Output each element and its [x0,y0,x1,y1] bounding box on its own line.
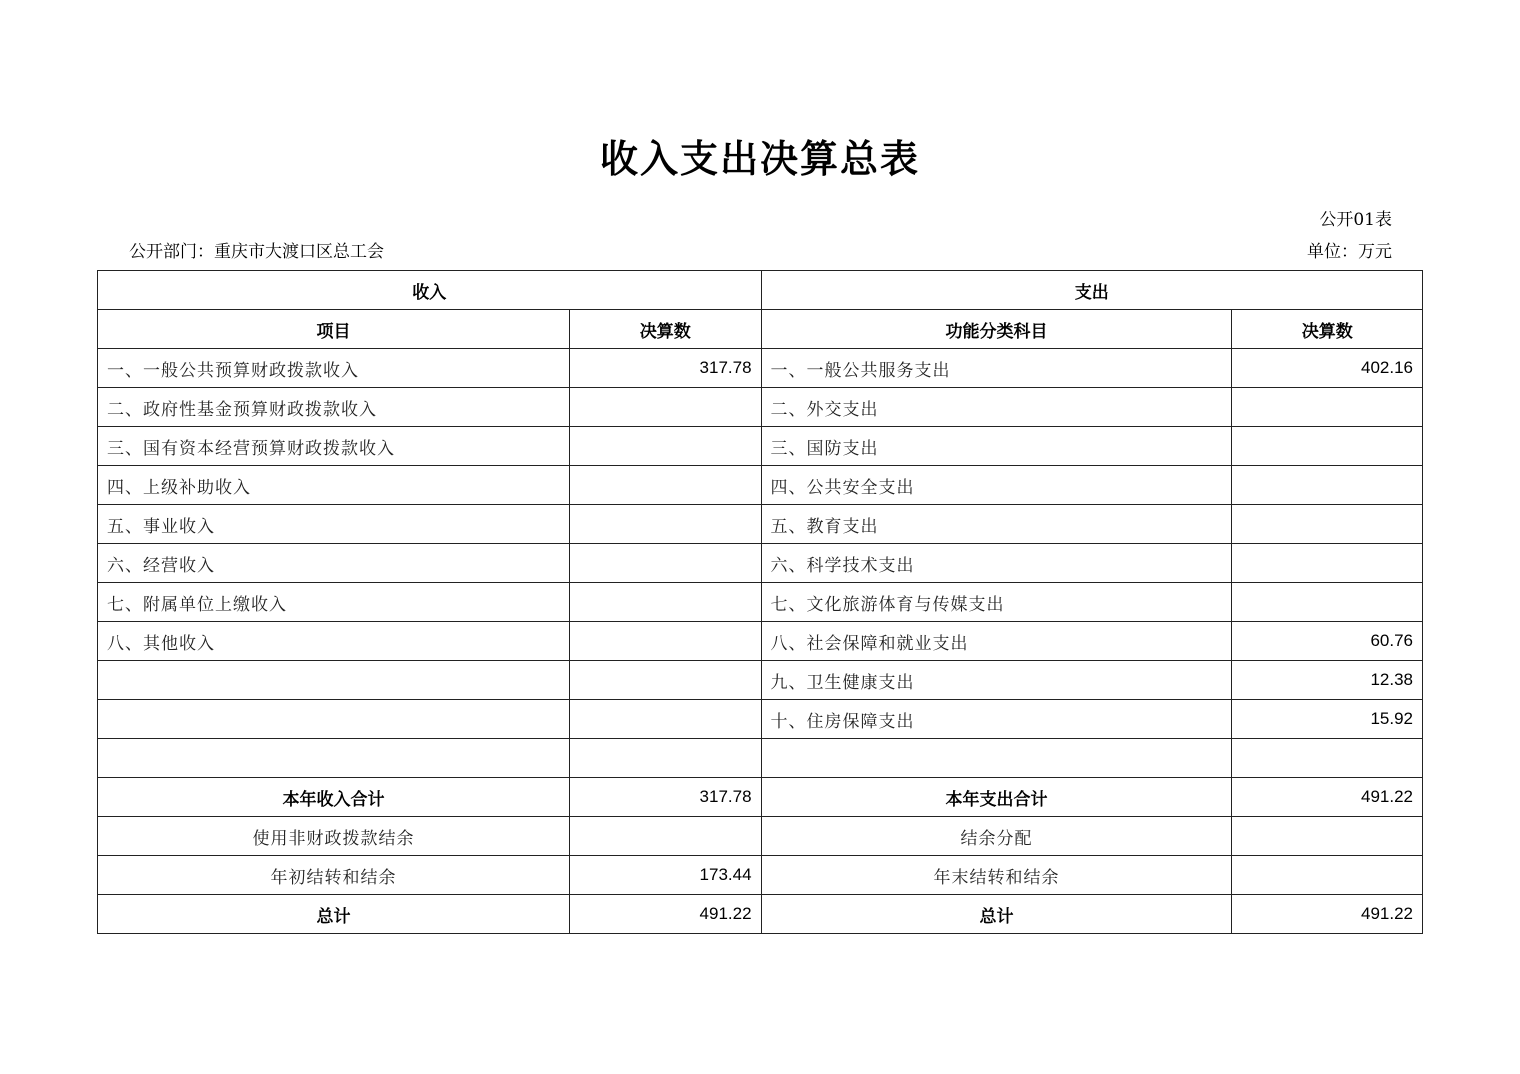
expense-amount-cell [1232,466,1423,505]
expense-summary-amount [1232,856,1423,895]
income-item-header: 项目 [98,310,570,349]
unit-label: 单位：万元 [1307,242,1392,262]
income-item-cell: 四、上级补助收入 [98,466,570,505]
expense-summary-label: 本年支出合计 [761,778,1232,817]
income-amount-cell [570,739,762,778]
income-amount-header: 决算数 [570,310,762,349]
income-summary-amount: 173.44 [570,856,762,895]
expense-amount-cell [1232,583,1423,622]
income-item-cell: 七、附属单位上缴收入 [98,583,570,622]
summary-row [98,856,1423,895]
income-amount-cell [570,700,762,739]
income-item-cell [98,739,570,778]
expense-amount-cell: 60.76 [1232,622,1423,661]
expense-item-cell: 五、教育支出 [761,505,1232,544]
income-summary-label: 使用非财政拨款结余 [98,817,570,856]
expense-summary-amount [1232,817,1423,856]
expense-summary-amount: 491.22 [1232,895,1423,934]
summary-row [98,778,1423,817]
table-row [98,622,1423,661]
income-summary-amount: 491.22 [570,895,762,934]
income-summary-label: 本年收入合计 [98,778,570,817]
table-row [98,427,1423,466]
table-row [98,739,1423,778]
income-item-cell [98,661,570,700]
table-row [98,466,1423,505]
income-summary-label: 总计 [98,895,570,934]
expense-item-cell: 三、国防支出 [761,427,1232,466]
table-number: 公开01表 [1319,210,1392,230]
income-item-cell [98,700,570,739]
summary-row [98,895,1423,934]
expense-section-header: 支出 [761,271,1422,310]
income-amount-cell: 317.78 [570,349,762,388]
column-header-row [98,310,1423,349]
table-row [98,661,1423,700]
expense-amount-cell: 15.92 [1232,700,1423,739]
income-item-cell: 二、政府性基金预算财政拨款收入 [98,388,570,427]
expense-amount-header: 决算数 [1232,310,1423,349]
income-amount-cell [570,427,762,466]
income-summary-label: 年初结转和结余 [98,856,570,895]
table-row [98,583,1423,622]
income-item-cell: 三、国有资本经营预算财政拨款收入 [98,427,570,466]
expense-item-cell: 六、科学技术支出 [761,544,1232,583]
table-row [98,388,1423,427]
income-summary-amount [570,817,762,856]
income-amount-cell [570,583,762,622]
income-item-cell: 五、事业收入 [98,505,570,544]
expense-amount-cell [1232,388,1423,427]
income-item-cell: 一、一般公共预算财政拨款收入 [98,349,570,388]
income-expense-table [97,270,1423,934]
expense-amount-cell [1232,544,1423,583]
income-item-cell: 八、其他收入 [98,622,570,661]
report-title: 收入支出决算总表 [599,137,920,181]
expense-item-cell: 四、公共安全支出 [761,466,1232,505]
income-amount-cell [570,505,762,544]
income-summary-amount: 317.78 [570,778,762,817]
expense-amount-cell [1232,427,1423,466]
income-item-cell: 六、经营收入 [98,544,570,583]
expense-item-cell: 九、卫生健康支出 [761,661,1232,700]
expense-amount-cell [1232,739,1423,778]
income-amount-cell [570,622,762,661]
expense-item-cell: 二、外交支出 [761,388,1232,427]
income-amount-cell [570,466,762,505]
expense-item-cell: 十、住房保障支出 [761,700,1232,739]
expense-amount-cell: 402.16 [1232,349,1423,388]
department-label: 公开部门：重庆市大渡口区总工会 [129,242,384,262]
income-section-header: 收入 [98,271,762,310]
expense-amount-cell [1232,505,1423,544]
expense-item-cell: 一、一般公共服务支出 [761,349,1232,388]
expense-summary-label: 结余分配 [761,817,1232,856]
expense-summary-label: 总计 [761,895,1232,934]
expense-summary-label: 年末结转和结余 [761,856,1232,895]
income-amount-cell [570,388,762,427]
table-row [98,544,1423,583]
income-amount-cell [570,661,762,700]
expense-amount-cell: 12.38 [1232,661,1423,700]
expense-item-cell: 七、文化旅游体育与传媒支出 [761,583,1232,622]
expense-item-cell [761,739,1232,778]
section-header-row [98,271,1423,310]
income-amount-cell [570,544,762,583]
expense-item-header: 功能分类科目 [761,310,1232,349]
table-row [98,349,1423,388]
expense-summary-amount: 491.22 [1232,778,1423,817]
table-row [98,700,1423,739]
expense-item-cell: 八、社会保障和就业支出 [761,622,1232,661]
summary-row [98,817,1423,856]
table-row [98,505,1423,544]
